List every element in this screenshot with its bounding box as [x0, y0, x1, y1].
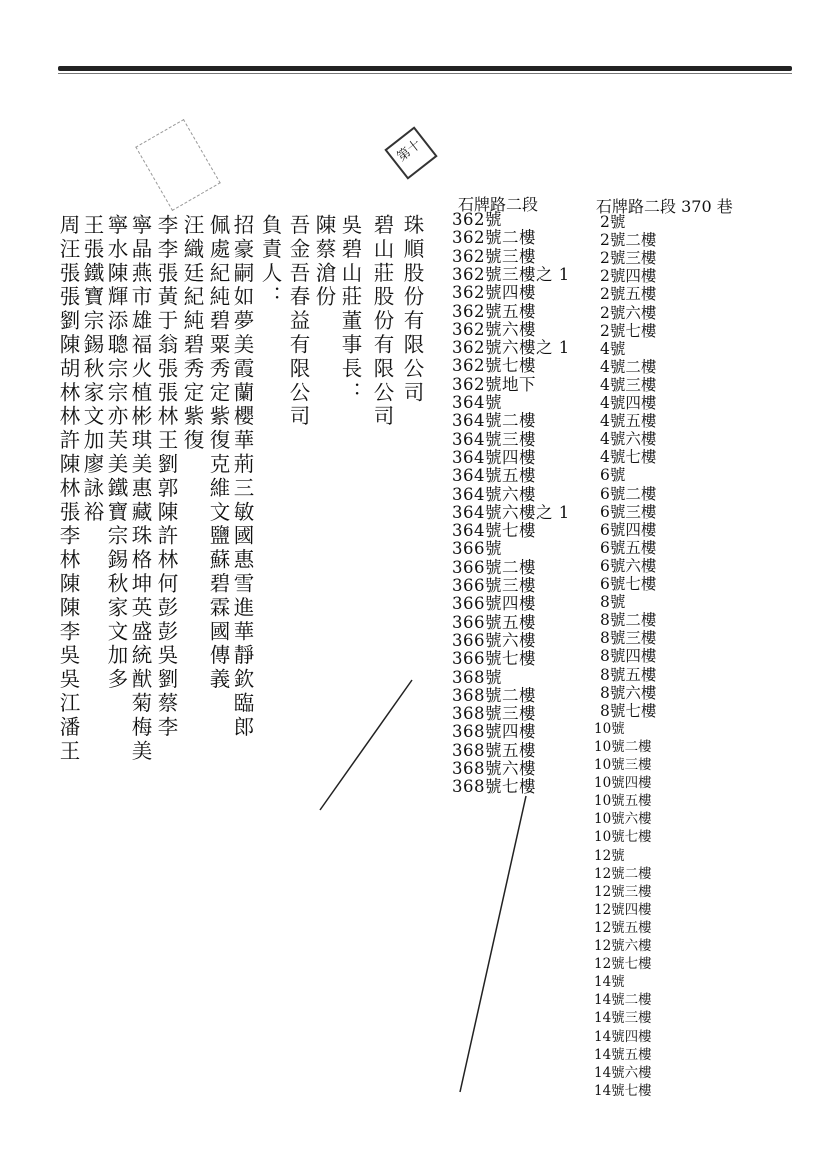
address-left-item: 368號二樓	[452, 685, 536, 705]
address-left-item: 366號	[452, 539, 502, 559]
address-left-item: 362號三樓之 1	[452, 264, 570, 284]
address-left-item: 368號四樓	[452, 722, 536, 742]
address-right-item: 14號七樓	[594, 1082, 652, 1099]
address-right-item: 2號七樓	[600, 321, 657, 340]
address-right-item: 2號三樓	[600, 249, 657, 268]
address-left-item: 364號三樓	[452, 429, 536, 449]
owner-column: 陳蔡滄份	[312, 214, 336, 310]
address-right-item: 6號六樓	[600, 556, 657, 575]
address-left-item: 368號三樓	[452, 704, 536, 724]
address-left-item: 364號四樓	[452, 447, 536, 467]
address-left-item: 368號七樓	[452, 777, 536, 797]
address-right-item: 14號二樓	[594, 992, 652, 1009]
owner-column: 寧水陳輝添聰宗宗亦芙美鐵寶宗錫秋家文加多	[104, 214, 128, 692]
address-right-item: 2號四樓	[600, 267, 657, 286]
pointer-line-2	[460, 796, 526, 1092]
address-right-item: 6號	[600, 466, 626, 485]
address-right-item: 4號六樓	[600, 430, 657, 449]
address-right-item: 2號五樓	[600, 285, 657, 304]
address-right-item: 4號四樓	[600, 394, 657, 412]
owner-column: 李李張黃于翁張張林王劉郭陳許林何彭彭吳劉蔡李	[154, 214, 178, 740]
address-right-item: 10號	[594, 720, 625, 737]
address-right-item: 6號七樓	[600, 575, 657, 593]
address-left-item: 362號七樓	[452, 356, 536, 376]
address-right-item: 14號三樓	[594, 1010, 652, 1027]
address-left-item: 368號六樓	[452, 759, 536, 778]
address-right-item: 8號七樓	[600, 701, 657, 720]
address-right-item: 8號二樓	[600, 611, 657, 630]
street-header-right: 石牌路二段 370 巷	[596, 197, 733, 216]
address-left-item: 362號	[452, 210, 502, 229]
address-right-item: 10號六樓	[594, 811, 652, 828]
address-left-item: 366號四樓	[452, 594, 536, 614]
owner-column: 佩處紀純碧粟秀定紫復克維文鹽蘇碧霖國傳義	[206, 214, 230, 692]
address-left-item: 362號三樓	[452, 246, 536, 266]
address-left-item: 364號六樓	[452, 484, 536, 504]
address-right-item: 2號二樓	[600, 231, 657, 250]
address-right-item: 12號二樓	[594, 865, 652, 882]
address-right-item: 10號四樓	[594, 775, 652, 792]
address-right-item: 8號三樓	[600, 629, 657, 648]
address-left-item: 364號七樓	[452, 521, 536, 541]
address-right-item: 4號七樓	[600, 448, 657, 467]
address-left-item: 364號	[452, 393, 502, 412]
address-right-item: 6號四樓	[600, 520, 657, 539]
address-right-item: 10號三樓	[594, 757, 652, 773]
address-right-item: 8號六樓	[600, 683, 657, 702]
address-right-item: 6號五樓	[600, 538, 657, 557]
address-left-item: 362號地下	[452, 374, 536, 394]
address-left-item: 364號二樓	[452, 411, 536, 431]
address-right-item: 2號六樓	[600, 303, 657, 322]
address-left-item: 368號五樓	[452, 740, 536, 760]
address-left-item: 362號四樓	[452, 283, 536, 303]
address-left-item: 366號七樓	[452, 649, 536, 669]
address-right-item: 12號三樓	[594, 883, 652, 900]
address-left-item: 362號六樓之 1	[452, 338, 570, 358]
address-right-item: 10號七樓	[594, 829, 652, 846]
address-right-item: 14號四樓	[594, 1028, 652, 1045]
street-header-left: 石牌路二段	[458, 195, 539, 214]
address-right-item: 14號六樓	[594, 1064, 652, 1081]
address-right-item: 2號	[600, 213, 626, 231]
owner-column: 碧山莊股份有限公司	[370, 214, 394, 430]
address-left-item: 362號五樓	[452, 301, 536, 321]
owner-column: 負責人：	[258, 214, 282, 310]
pointer-line-1	[320, 680, 412, 810]
address-right-item: 12號四樓	[594, 901, 652, 918]
address-right-item: 8號四樓	[600, 647, 657, 666]
address-left-item: 364號五樓	[452, 466, 536, 486]
address-left-item: 368號	[452, 667, 502, 687]
address-right-item: 4號	[600, 339, 626, 358]
address-right-item: 12號六樓	[594, 938, 652, 954]
address-left-item: 366號五樓	[452, 612, 536, 632]
address-right-item: 4號三樓	[600, 375, 657, 394]
owner-column: 吾金吾春益有限公司	[286, 214, 310, 430]
owner-column: 寧晶燕市雄福火植彬琪美惠藏珠格坤英盛統猷菊梅美	[128, 214, 152, 764]
address-right-item: 6號三樓	[600, 502, 657, 521]
address-left-item: 362號六樓	[452, 319, 536, 339]
address-right-item: 8號五樓	[600, 665, 657, 684]
owner-column: 招豪嗣如夢美霞蘭櫻華荊三敏國惠雪進華靜欽臨郎	[230, 214, 254, 740]
owner-column: 汪織廷紀純碧秀定紫復	[180, 214, 204, 453]
address-right-item: 12號五樓	[594, 919, 652, 936]
address-right-item: 8號	[600, 593, 626, 612]
address-right-item: 4號五樓	[600, 412, 657, 431]
address-left-item: 366號二樓	[452, 557, 536, 577]
address-right-item: 4號二樓	[600, 357, 657, 376]
owner-column: 珠順股份有限公司	[400, 214, 424, 406]
address-left-item: 366號六樓	[452, 630, 536, 650]
address-right-item: 10號五樓	[594, 793, 652, 810]
address-right-item: 14號五樓	[594, 1046, 652, 1063]
address-right-item: 12號七樓	[594, 956, 652, 973]
owner-column: 吳碧山莊董事長：	[338, 214, 362, 406]
address-right-item: 10號二樓	[594, 738, 652, 755]
owner-column: 王張鐵寶宗錫秋家文加廖詠裕	[80, 214, 104, 525]
address-right-item: 6號二樓	[600, 484, 657, 503]
address-right-item: 14號	[594, 974, 625, 991]
address-right-item: 12號	[594, 847, 625, 864]
address-left-item: 364號六樓之 1	[452, 502, 570, 522]
address-left-item: 366號三樓	[452, 576, 536, 595]
address-left-item: 362號二樓	[452, 228, 536, 248]
owner-column: 周汪張張劉陳胡林林許陳林張李林陳陳李吳吳江潘王	[56, 214, 80, 764]
page-stamp: 第十	[384, 126, 437, 179]
